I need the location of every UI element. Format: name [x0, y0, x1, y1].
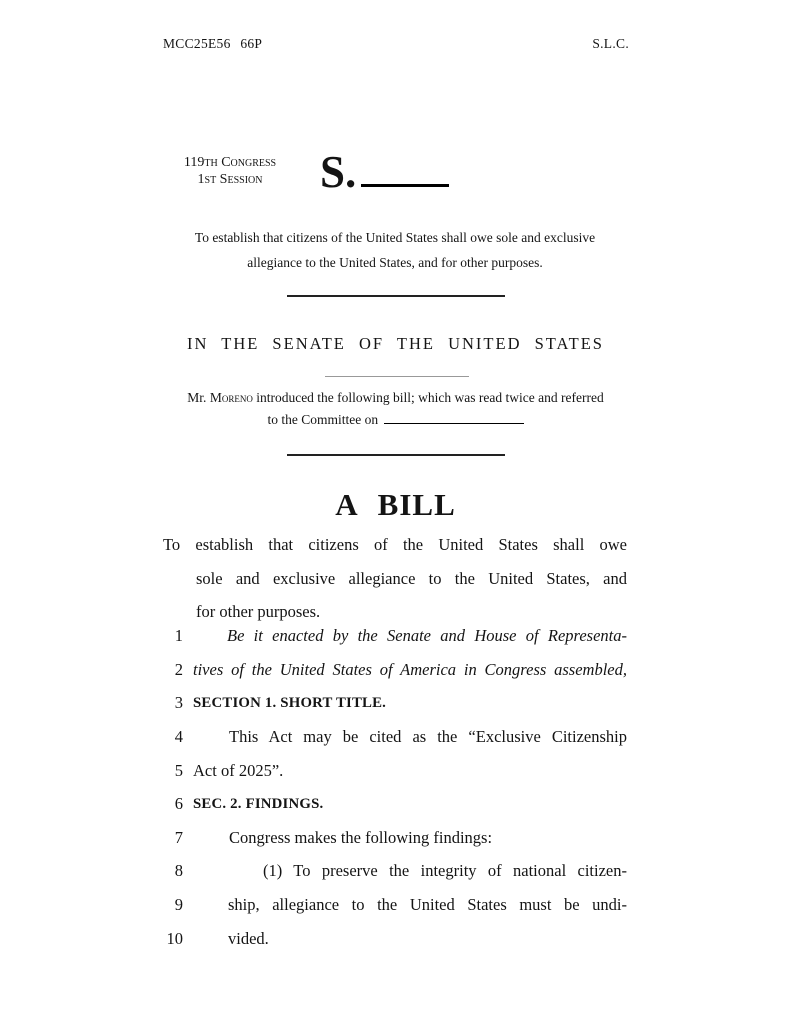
running-header [163, 36, 629, 52]
line-text-section-heading: SEC. 2. FINDINGS. [193, 796, 324, 813]
line-number: 10 [166, 928, 183, 948]
body-line [163, 928, 627, 962]
line-text-enacting-clause: Be it enacted by the Senate and House of Representa- [227, 626, 627, 645]
line-number: 7 [174, 827, 183, 847]
long-title-line-1: To establish that citizens of the United States shall owe [163, 535, 627, 554]
congress-label: 119th Congress [183, 155, 277, 170]
introduction-block [100, 387, 691, 430]
body-line [163, 625, 627, 659]
body-line [163, 860, 627, 894]
line-number: 8 [174, 861, 183, 881]
horizontal-rule-bottom [287, 454, 505, 456]
bill-number-label: S. [320, 147, 357, 197]
body-line [163, 760, 627, 794]
committee-blank-line [384, 422, 524, 424]
line-text: ship, allegiance to the United States must be undi- [228, 895, 627, 915]
line-text: This Act may be cited as the “Exclusive Citizenship [229, 726, 627, 746]
bill-heading: A BILL [335, 487, 456, 522]
committee-line [100, 409, 691, 431]
congress-session-block [160, 154, 300, 188]
line-text-enacting-clause: tives of the United States of America in Congress assembled, [193, 659, 627, 679]
line-text-section-heading: SECTION 1. SHORT TITLE. [193, 695, 387, 712]
sponsor-prefix: Mr. [187, 390, 210, 405]
body-line [163, 894, 627, 928]
long-title-line-2: sole and exclusive allegiance to the United States, and [196, 568, 627, 588]
body-line [163, 692, 627, 726]
sponsor-name: Moreno [209, 390, 253, 405]
line-number: 3 [174, 693, 183, 713]
committee-line-text: to the Committee on [267, 411, 382, 427]
bill-number-blank-line [361, 183, 449, 187]
line-text: (1) To preserve the integrity of national citizen- [263, 861, 627, 881]
horizontal-rule-middle [325, 376, 469, 377]
body-line [163, 827, 627, 861]
official-title-summary [145, 225, 645, 275]
line-number: 6 [174, 794, 183, 814]
horizontal-rule-top [287, 295, 505, 297]
body-line [163, 659, 627, 693]
chamber-heading: IN THE SENATE OF THE UNITED STATES [187, 334, 604, 353]
long-title-line-3: for other purposes. [196, 602, 321, 622]
line-text: Congress makes the following findings: [229, 827, 493, 847]
bill-body [163, 625, 627, 961]
summary-line-1: To establish that citizens of the United States shall owe sole and exclusive [194, 230, 596, 245]
session-label: 1st Session [197, 172, 263, 187]
summary-line-2: allegiance to the United States, and for other purposes. [247, 255, 543, 270]
body-line [163, 793, 627, 827]
sponsor-line-rest: introduced the following bill; which was read twice and referred [252, 390, 604, 405]
document-code: MCC25E56 66P [163, 36, 263, 51]
sponsor-line [100, 387, 691, 409]
bill-number [320, 148, 449, 196]
long-title-paragraph [163, 533, 627, 634]
body-line [163, 726, 627, 760]
office-code: S.L.C. [592, 36, 629, 51]
line-number: 4 [174, 726, 183, 746]
line-number: 5 [174, 760, 183, 780]
line-text: Act of 2025”. [193, 760, 284, 780]
line-number: 2 [174, 659, 183, 679]
line-number: 9 [174, 895, 183, 915]
line-number: 1 [174, 626, 183, 645]
line-text: vided. [228, 928, 269, 948]
